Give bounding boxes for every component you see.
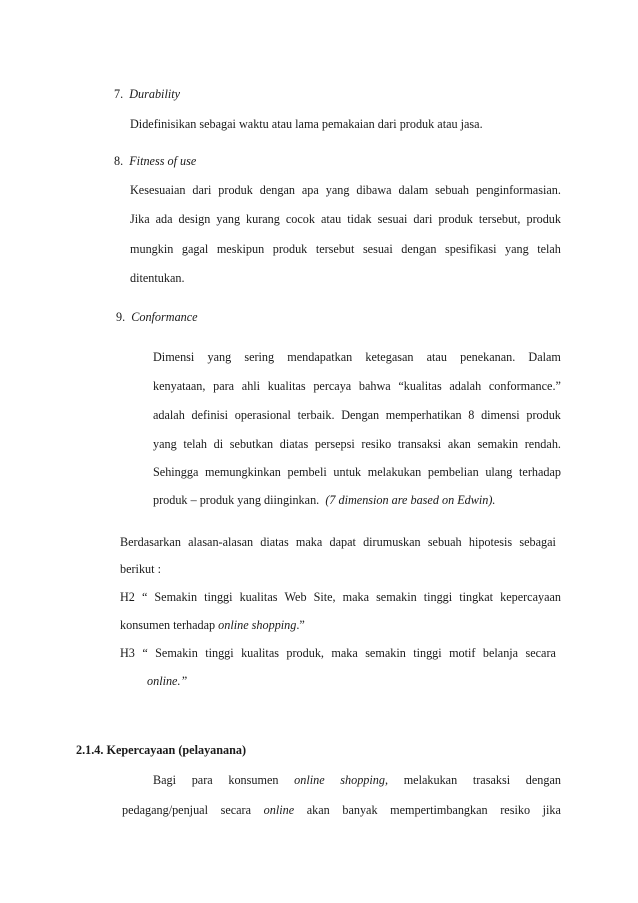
- word: ada: [155, 212, 173, 226]
- word: trasaksi: [472, 773, 511, 787]
- word: percaya: [313, 379, 352, 393]
- word: semakin: [376, 590, 417, 604]
- hypothesis-h2-line: [120, 589, 561, 605]
- list-item-7: [114, 86, 180, 102]
- item-paragraph-line: ditentukan.: [130, 271, 185, 285]
- word: melakukan: [403, 773, 458, 787]
- word: para: [191, 773, 213, 787]
- word: Web: [284, 590, 307, 604]
- hypothesis-h3-line: online.”: [147, 674, 188, 688]
- h2-italic-text: online shopping: [218, 618, 297, 632]
- word: shopping,: [340, 773, 389, 787]
- word: H3: [120, 646, 135, 660]
- word: dibawa: [356, 183, 392, 197]
- word: rendah.: [524, 437, 561, 451]
- word: maka: [342, 590, 370, 604]
- word: apa: [301, 183, 319, 197]
- word: sesuai: [362, 242, 393, 256]
- word: yang: [325, 183, 350, 197]
- word: sebuah: [427, 535, 462, 549]
- item-paragraph-line: [153, 378, 561, 394]
- word: bahwa: [358, 379, 391, 393]
- item-paragraph-line: [130, 211, 561, 227]
- word: yang: [153, 437, 177, 451]
- word: yang: [207, 350, 232, 364]
- word: “kualitas: [398, 379, 442, 393]
- item-paragraph-line: [130, 182, 561, 198]
- word: tingkat: [459, 590, 494, 604]
- word: produk: [526, 408, 561, 422]
- item-paragraph-line: [153, 436, 561, 452]
- word: yang: [504, 242, 529, 256]
- word: spesifikasi: [445, 242, 497, 256]
- word: konsumen: [228, 773, 279, 787]
- word: pedagang/penjual: [122, 803, 208, 817]
- word: mempertimbangkan: [390, 803, 488, 817]
- word: sebutkan: [229, 437, 274, 451]
- item-title: Durability: [129, 87, 181, 101]
- word: pembeli: [287, 465, 327, 479]
- word: definisi: [191, 408, 229, 422]
- hypothesis-intro-line: berikut :: [120, 562, 161, 576]
- word: untuk: [333, 465, 362, 479]
- word: Dengan: [341, 408, 380, 422]
- word: Semakin: [155, 646, 198, 660]
- word: terhadap: [519, 465, 561, 479]
- word: adalah: [153, 408, 185, 422]
- word: semakin: [365, 646, 406, 660]
- word: kualitas: [239, 590, 278, 604]
- word: persepsi: [314, 437, 355, 451]
- word: secara: [525, 646, 556, 660]
- word: sebagai: [519, 535, 556, 549]
- word: tinggi: [413, 646, 442, 660]
- word: akan: [306, 803, 330, 817]
- word: Berdasarkan: [120, 535, 181, 549]
- word: pembelian: [427, 465, 479, 479]
- item-paragraph-line: [130, 241, 561, 257]
- word: sesuai: [377, 212, 408, 226]
- word: produk: [526, 212, 561, 226]
- word: resiko: [500, 803, 531, 817]
- word: dengan: [525, 773, 561, 787]
- word: mungkin: [130, 242, 174, 256]
- item-paragraph-line: Didefinisikan sebagai waktu atau lama pemakaian dari produk atau jasa.: [130, 117, 483, 131]
- word: Semakin: [154, 590, 198, 604]
- word: tersebut,: [478, 212, 521, 226]
- word: tidak: [347, 212, 372, 226]
- item-paragraph-line: [153, 407, 561, 423]
- word: ahli: [241, 379, 261, 393]
- word: online: [294, 773, 325, 787]
- word: dari: [192, 183, 212, 197]
- word: Jika: [130, 212, 150, 226]
- word: produk: [218, 183, 253, 197]
- item-text: produk – produk yang diinginkan.: [153, 493, 320, 507]
- word: dari: [413, 212, 433, 226]
- word: ulang: [485, 465, 513, 479]
- word: akan: [447, 437, 471, 451]
- word: diatas: [279, 437, 309, 451]
- item-paragraph-last-line: [153, 492, 495, 508]
- word: operasional: [234, 408, 291, 422]
- word: hipotesis: [468, 535, 513, 549]
- hypothesis-intro-line: [120, 534, 556, 550]
- word: penekanan.: [460, 350, 516, 364]
- word: atau: [426, 350, 447, 364]
- source-note: (7 dimension are based on Edwin).: [325, 493, 496, 507]
- word: sering: [244, 350, 275, 364]
- word: kenyataan,: [153, 379, 206, 393]
- item-paragraph-line: [153, 349, 561, 365]
- item-number: 7.: [114, 87, 124, 101]
- list-item-8: [114, 153, 196, 169]
- word: conformance.”: [488, 379, 561, 393]
- word: semakin: [477, 437, 519, 451]
- section-heading: 2.1.4. Kepercayaan (pelayanana): [76, 743, 247, 757]
- word: Dalam: [528, 350, 561, 364]
- word: telah: [537, 242, 561, 256]
- word: terbaik.: [297, 408, 335, 422]
- word: alasan-alasan: [188, 535, 254, 549]
- word: gagal: [181, 242, 209, 256]
- word: maka: [295, 535, 323, 549]
- word: ketegasan: [365, 350, 414, 364]
- word: design: [178, 212, 211, 226]
- item-number: 9.: [116, 310, 126, 324]
- word: secara: [220, 803, 252, 817]
- word: diatas: [260, 535, 289, 549]
- word: resiko: [361, 437, 392, 451]
- hypothesis-h2-line: [120, 617, 305, 633]
- word: motif: [449, 646, 476, 660]
- word: Dimensi: [153, 350, 195, 364]
- word: maka: [331, 646, 358, 660]
- word: di: [213, 437, 224, 451]
- hypothesis-h3-line: [120, 645, 556, 661]
- word: penginformasian.: [475, 183, 561, 197]
- word: 8: [468, 408, 475, 422]
- word: mendapatkan: [287, 350, 353, 364]
- word: dengan: [401, 242, 437, 256]
- word: Bagi: [153, 773, 177, 787]
- word: kualitas: [241, 646, 279, 660]
- word: dengan: [259, 183, 295, 197]
- word: memungkinkan: [205, 465, 281, 479]
- word: “: [141, 590, 148, 604]
- word: banyak: [342, 803, 378, 817]
- word: dirumuskan: [363, 535, 421, 549]
- word: H2: [120, 590, 135, 604]
- word: tinggi: [205, 646, 234, 660]
- word: memperhatikan: [385, 408, 462, 422]
- item-paragraph-line: [153, 464, 561, 480]
- word: telah: [183, 437, 208, 451]
- word: melakukan: [367, 465, 422, 479]
- word: produk: [438, 212, 473, 226]
- item-title: Fitness of use: [129, 154, 197, 168]
- word: “: [142, 646, 148, 660]
- word: meskipun: [216, 242, 265, 256]
- word: transaksi: [397, 437, 442, 451]
- h2-closing-quote: .”: [296, 618, 305, 632]
- word: Site,: [313, 590, 336, 604]
- word: sebuah: [435, 183, 470, 197]
- item-number: 8.: [114, 154, 124, 168]
- word: yang: [216, 212, 241, 226]
- word: cocok: [285, 212, 315, 226]
- word: dalam: [398, 183, 429, 197]
- item-title: Conformance: [131, 310, 198, 324]
- word: produk,: [286, 646, 324, 660]
- h2-text: konsumen terhadap: [120, 618, 216, 632]
- word: jika: [542, 803, 561, 817]
- word: kepercayaan: [500, 590, 561, 604]
- word: adalah: [449, 379, 482, 393]
- word: dimensi: [481, 408, 520, 422]
- word: tersebut: [315, 242, 355, 256]
- word: online: [263, 803, 295, 817]
- word: para: [213, 379, 235, 393]
- word: kualitas: [267, 379, 306, 393]
- section-paragraph-line: [153, 772, 561, 788]
- word: produk: [272, 242, 308, 256]
- word: Sehingga: [153, 465, 199, 479]
- section-paragraph-line: [122, 802, 561, 818]
- list-item-9: [116, 309, 198, 325]
- word: dapat: [329, 535, 356, 549]
- word: kurang: [246, 212, 280, 226]
- word: tinggi: [423, 590, 453, 604]
- word: tinggi: [204, 590, 233, 604]
- word: belanja: [482, 646, 519, 660]
- word: atau: [320, 212, 342, 226]
- word: Kesesuaian: [130, 183, 186, 197]
